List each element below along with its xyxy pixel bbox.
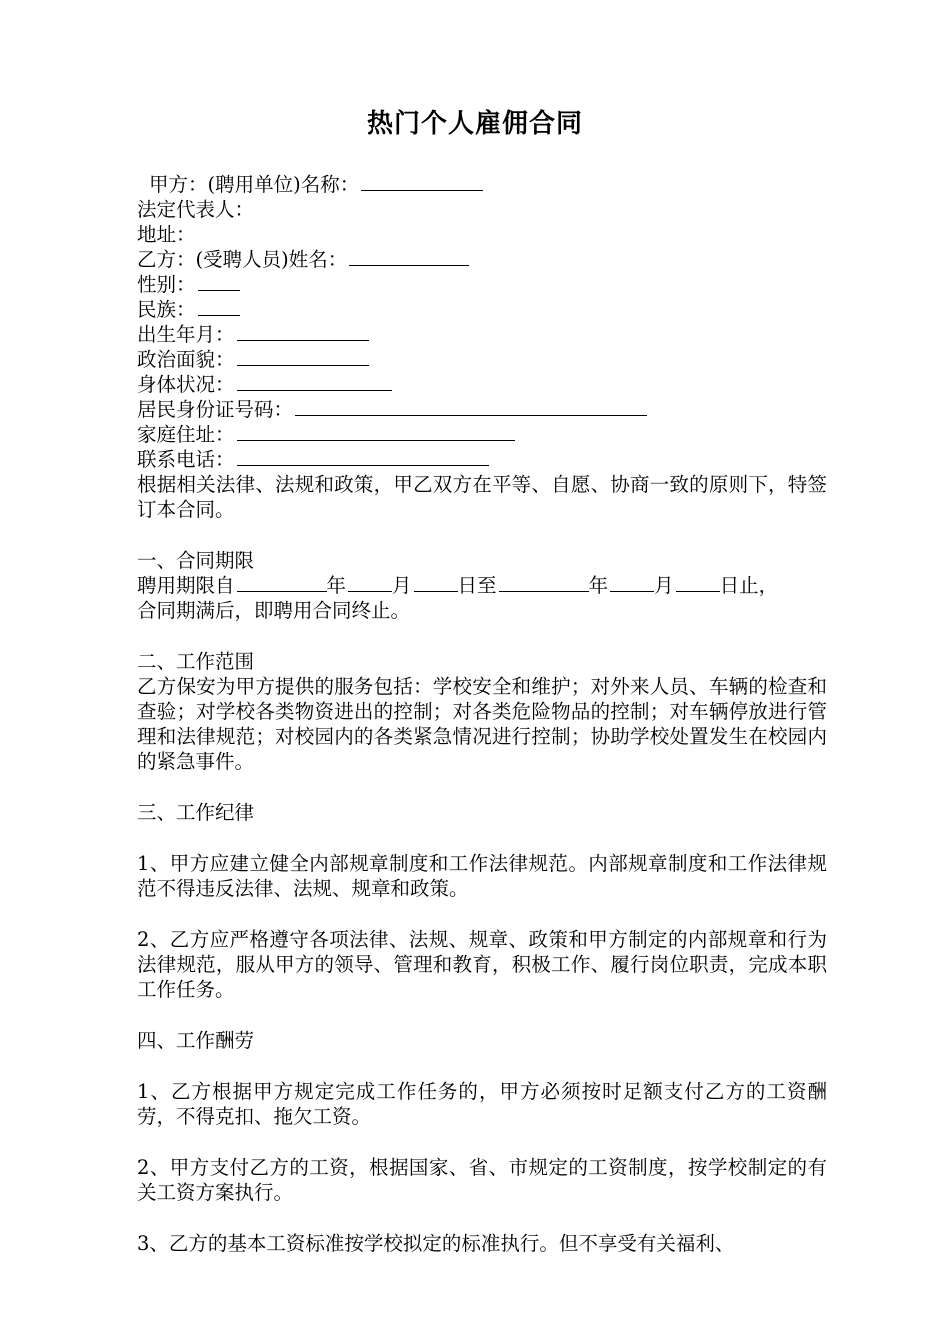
health-label: 身体状况： — [137, 373, 235, 396]
id-number-field — [137, 397, 827, 422]
pay-item-1: 1、乙方根据甲方规定完成工作任务的，甲方必须按时足额支付乙方的工资酬劳，不得克扣、拖欠工资。 — [137, 1080, 827, 1128]
preamble-paragraph: 根据相关法律、法规和政策，甲乙双方在平等、自愿、协商一致的原则下，特签订本合同。 — [137, 473, 827, 521]
term-from-label: 聘用期限自 — [137, 574, 235, 597]
address-field: 地址： — [137, 223, 196, 246]
party-b-label: 乙方：(受聘人员)姓名： — [137, 248, 348, 271]
legal-rep-field: 法定代表人： — [137, 198, 255, 221]
pay-item-3: 3、乙方的基本工资标准按学校拟定的标准执行。但不享受有关福利、 — [137, 1232, 735, 1255]
home-address-field — [137, 422, 827, 447]
ethnicity-blank — [198, 297, 240, 316]
term-year-label: 年 — [326, 574, 347, 597]
term-line-2: 合同期满后，即聘用合同终止。 — [137, 599, 411, 622]
political-field — [137, 347, 827, 372]
document-title: 热门个人雇佣合同 — [366, 109, 583, 139]
party-a-field — [137, 172, 827, 197]
term-end-year-label: 年 — [588, 574, 609, 597]
term-heading: 一、合同期限 — [137, 549, 255, 572]
term-end-year-blank — [499, 573, 589, 592]
discipline-item-1: 1、甲方应建立健全内部规章制度和工作法律规范。内部规章制度和工作法律规范不得违反法律、法规、规章和政策。 — [137, 852, 827, 900]
gender-field — [137, 272, 827, 297]
party-b-blank — [349, 247, 469, 266]
political-label: 政治面貌： — [137, 348, 235, 371]
gender-label: 性别： — [137, 273, 196, 296]
birth-blank — [237, 322, 369, 341]
pay-item-2: 2、甲方支付乙方的工资，根据国家、省、市规定的工资制度，按学校制定的有关工资方案执行。 — [137, 1156, 827, 1204]
pay-heading: 四、工作酬劳 — [137, 1029, 255, 1052]
term-start-month-blank — [348, 573, 392, 592]
term-end-day-blank — [676, 573, 720, 592]
id-number-label: 居民身份证号码： — [137, 398, 294, 421]
birth-field — [137, 322, 827, 347]
id-number-blank — [295, 397, 647, 416]
term-end-label: 日止， — [719, 574, 779, 597]
party-b-field — [137, 247, 827, 272]
term-end-month-blank — [610, 573, 654, 592]
home-address-blank — [237, 422, 515, 441]
gender-blank — [198, 272, 240, 291]
document-body — [137, 172, 827, 1256]
term-start-year-blank — [237, 573, 327, 592]
ethnicity-label: 民族： — [137, 298, 196, 321]
health-blank — [237, 372, 392, 391]
scope-paragraph: 乙方保安为甲方提供的服务包括：学校安全和维护；对外来人员、车辆的检查和查验；对学校各类物资进出的控制；对各类危险物品的控制；对车辆停放进行管理和法律规范；对校园内的各类紧急情况进行控制；协助学校处置发生在校园内的紧急事件。 — [137, 675, 827, 773]
discipline-heading: 三、工作纪律 — [137, 801, 255, 824]
discipline-item-2: 2、乙方应严格遵守各项法律、法规、规章、政策和甲方制定的内部规章和行为法律规范，服从甲方的领导、管理和教育，积极工作、履行岗位职责，完成本职工作任务。 — [137, 928, 827, 1001]
term-to-label: 日至 — [457, 574, 497, 597]
term-month-label: 月 — [392, 574, 412, 597]
health-field — [137, 372, 827, 397]
party-a-blank — [361, 172, 483, 191]
political-blank — [237, 347, 369, 366]
phone-blank — [237, 447, 489, 466]
term-start-day-blank — [414, 573, 458, 592]
term-end-month-label: 月 — [654, 574, 674, 597]
party-a-label: 甲方：(聘用单位)名称： — [149, 173, 360, 196]
scope-heading: 二、工作范围 — [137, 650, 255, 673]
phone-label: 联系电话： — [137, 448, 235, 471]
ethnicity-field — [137, 297, 827, 322]
birth-label: 出生年月： — [137, 323, 235, 346]
term-line — [137, 573, 827, 598]
home-address-label: 家庭住址： — [137, 423, 235, 446]
phone-field — [137, 447, 827, 472]
